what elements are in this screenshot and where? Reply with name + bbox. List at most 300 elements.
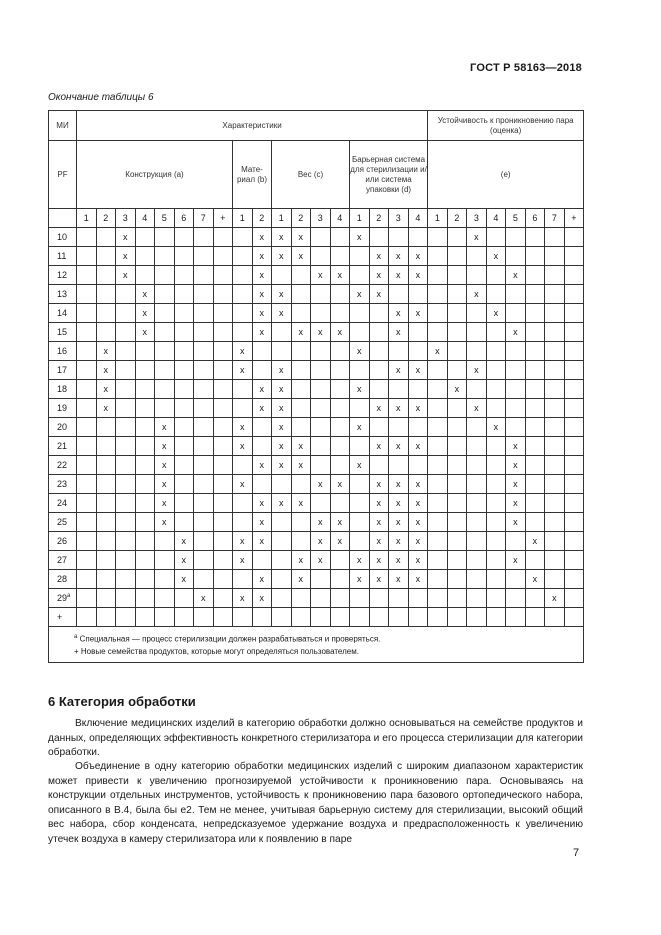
empty-cell — [330, 608, 350, 627]
empty-cell — [174, 608, 194, 627]
empty-cell — [311, 418, 331, 437]
empty-cell — [564, 323, 584, 342]
empty-cell — [506, 342, 526, 361]
empty-cell — [486, 570, 506, 589]
empty-cell — [155, 266, 175, 285]
mark-cell: x — [330, 532, 350, 551]
empty-cell — [233, 285, 253, 304]
mark-cell: x — [272, 285, 292, 304]
mark-cell: x — [486, 247, 506, 266]
empty-cell — [155, 342, 175, 361]
empty-cell — [369, 304, 389, 323]
empty-cell — [564, 532, 584, 551]
empty-cell — [350, 589, 370, 608]
empty-cell — [447, 399, 467, 418]
empty-cell — [96, 285, 116, 304]
mark-cell: x — [389, 399, 409, 418]
empty-cell — [291, 361, 311, 380]
empty-cell — [389, 380, 409, 399]
empty-cell — [174, 285, 194, 304]
empty-cell — [311, 570, 331, 589]
mark-cell: x — [369, 532, 389, 551]
column-number: 6 — [525, 209, 545, 228]
mark-cell: x — [194, 589, 214, 608]
empty-cell — [116, 285, 136, 304]
empty-cell — [135, 608, 155, 627]
mark-cell: x — [389, 266, 409, 285]
mark-cell: x — [408, 551, 428, 570]
row-label — [49, 589, 77, 608]
empty-cell — [545, 475, 565, 494]
table-row — [49, 361, 584, 380]
empty-cell — [155, 380, 175, 399]
standard-number: ГОСТ Р 58163—2018 — [470, 62, 582, 74]
mark-cell: x — [350, 456, 370, 475]
mark-cell: x — [291, 570, 311, 589]
empty-cell — [428, 228, 448, 247]
mark-cell: x — [252, 285, 272, 304]
empty-cell — [330, 380, 350, 399]
empty-cell — [116, 532, 136, 551]
empty-cell — [447, 437, 467, 456]
mark-cell: x — [233, 551, 253, 570]
empty-cell — [155, 247, 175, 266]
empty-cell — [213, 323, 233, 342]
empty-cell — [77, 418, 97, 437]
empty-cell — [77, 285, 97, 304]
empty-cell — [174, 475, 194, 494]
empty-cell — [96, 266, 116, 285]
empty-cell — [486, 437, 506, 456]
mark-cell: x — [350, 551, 370, 570]
mark-cell: x — [174, 570, 194, 589]
empty-cell — [486, 266, 506, 285]
empty-cell — [506, 589, 526, 608]
mark-cell: x — [233, 437, 253, 456]
empty-cell — [467, 494, 487, 513]
row-label-text: 17 — [57, 365, 68, 375]
empty-cell — [428, 266, 448, 285]
mark-cell: x — [350, 418, 370, 437]
mi-header: МИ — [49, 111, 77, 141]
empty-cell — [213, 494, 233, 513]
mark-cell: x — [272, 361, 292, 380]
empty-cell — [252, 418, 272, 437]
empty-cell — [545, 570, 565, 589]
empty-cell — [506, 361, 526, 380]
empty-cell — [135, 513, 155, 532]
empty-cell — [116, 418, 136, 437]
empty-cell — [408, 285, 428, 304]
empty-cell — [369, 589, 389, 608]
note-plus: + Новые семейства продуктов, которые могут определяться пользователем. — [74, 646, 359, 656]
row-label-text: 21 — [57, 441, 68, 451]
empty-cell — [213, 304, 233, 323]
empty-cell — [330, 228, 350, 247]
empty-cell — [467, 608, 487, 627]
empty-cell — [330, 285, 350, 304]
table-row — [49, 228, 584, 247]
empty-cell — [545, 494, 565, 513]
empty-cell — [564, 380, 584, 399]
empty-cell — [369, 418, 389, 437]
empty-cell — [116, 570, 136, 589]
mark-cell: x — [389, 532, 409, 551]
empty-cell — [525, 513, 545, 532]
empty-cell — [525, 551, 545, 570]
row-label-sup: a — [67, 593, 71, 599]
empty-cell — [194, 247, 214, 266]
mark-cell: x — [252, 532, 272, 551]
mark-cell: x — [350, 228, 370, 247]
mark-cell: x — [252, 323, 272, 342]
empty-cell — [467, 418, 487, 437]
empty-cell — [252, 342, 272, 361]
mark-cell: x — [525, 570, 545, 589]
mark-cell: x — [369, 285, 389, 304]
mark-cell: x — [291, 228, 311, 247]
empty-cell — [77, 380, 97, 399]
row-label-text: 19 — [57, 403, 68, 413]
empty-cell — [291, 399, 311, 418]
empty-cell — [194, 437, 214, 456]
empty-cell — [311, 304, 331, 323]
mark-cell: x — [389, 494, 409, 513]
empty-cell — [369, 456, 389, 475]
empty-cell — [545, 304, 565, 323]
empty-cell — [155, 608, 175, 627]
empty-cell — [135, 228, 155, 247]
empty-cell — [486, 399, 506, 418]
mark-cell: x — [252, 266, 272, 285]
row-label-text: 26 — [57, 536, 68, 546]
empty-cell — [428, 304, 448, 323]
empty-cell — [447, 456, 467, 475]
empty-cell — [545, 342, 565, 361]
empty-cell — [213, 342, 233, 361]
empty-cell — [194, 323, 214, 342]
empty-cell — [545, 266, 565, 285]
empty-cell — [77, 513, 97, 532]
mark-cell: x — [408, 304, 428, 323]
table-row — [49, 589, 584, 608]
empty-cell — [564, 361, 584, 380]
empty-cell — [194, 551, 214, 570]
mark-cell: x — [408, 570, 428, 589]
mark-cell: x — [252, 570, 272, 589]
table-row — [49, 323, 584, 342]
empty-cell — [291, 589, 311, 608]
row-label — [49, 418, 77, 437]
empty-cell — [311, 380, 331, 399]
table-row — [49, 570, 584, 589]
empty-cell — [96, 456, 116, 475]
empty-cell — [525, 228, 545, 247]
mark-cell: x — [96, 342, 116, 361]
column-number: 2 — [447, 209, 467, 228]
empty-cell — [233, 570, 253, 589]
empty-cell — [447, 285, 467, 304]
empty-cell — [272, 532, 292, 551]
mark-cell: x — [486, 304, 506, 323]
empty-cell — [350, 323, 370, 342]
mark-cell: x — [174, 551, 194, 570]
empty-cell — [174, 437, 194, 456]
empty-cell — [350, 399, 370, 418]
empty-cell — [545, 437, 565, 456]
empty-cell — [486, 589, 506, 608]
empty-cell — [467, 323, 487, 342]
empty-cell — [174, 266, 194, 285]
row-label-text: 24 — [57, 498, 68, 508]
row-label-text: 18 — [57, 384, 68, 394]
empty-cell — [467, 532, 487, 551]
empty-cell — [233, 494, 253, 513]
empty-cell — [272, 608, 292, 627]
empty-cell — [428, 513, 448, 532]
empty-cell — [564, 570, 584, 589]
empty-cell — [311, 228, 331, 247]
mark-cell: x — [252, 304, 272, 323]
empty-cell — [428, 456, 448, 475]
empty-cell — [428, 589, 448, 608]
mark-cell: x — [233, 418, 253, 437]
table-caption: Окончание таблицы 6 — [48, 92, 154, 103]
empty-cell — [467, 380, 487, 399]
empty-cell — [174, 247, 194, 266]
empty-cell — [77, 532, 97, 551]
empty-cell — [564, 304, 584, 323]
empty-cell — [467, 475, 487, 494]
row-label-text: 25 — [57, 517, 68, 527]
empty-cell — [135, 570, 155, 589]
row-label — [49, 475, 77, 494]
empty-cell — [213, 285, 233, 304]
column-number: 3 — [389, 209, 409, 228]
mark-cell: x — [291, 323, 311, 342]
empty-cell — [174, 342, 194, 361]
empty-cell — [194, 304, 214, 323]
barrier-header: Барьерная система для стерилизации и/или система упаковки (d) — [350, 141, 428, 209]
empty-cell — [194, 228, 214, 247]
empty-cell — [545, 247, 565, 266]
mark-cell: x — [369, 399, 389, 418]
empty-cell — [447, 494, 467, 513]
empty-cell — [467, 456, 487, 475]
empty-cell — [96, 608, 116, 627]
mark-cell: x — [272, 380, 292, 399]
empty-cell — [428, 323, 448, 342]
row-label-text: 29 — [57, 593, 68, 603]
mark-cell: x — [116, 247, 136, 266]
empty-cell — [213, 551, 233, 570]
mark-cell: x — [311, 513, 331, 532]
empty-cell — [408, 228, 428, 247]
empty-cell — [135, 475, 155, 494]
empty-cell — [116, 342, 136, 361]
mark-cell: x — [252, 456, 272, 475]
empty-cell — [408, 608, 428, 627]
empty-cell — [174, 380, 194, 399]
empty-cell — [428, 570, 448, 589]
mark-cell: x — [389, 475, 409, 494]
empty-cell — [233, 247, 253, 266]
empty-cell — [447, 266, 467, 285]
empty-cell — [506, 570, 526, 589]
characteristics-header: Характеристики — [77, 111, 428, 141]
empty-cell — [194, 361, 214, 380]
empty-cell — [174, 361, 194, 380]
paragraph-1: Включение медицинских изделий в категорию обработки должно основываться на семействе продуктов и данных, определяющих эффективность конкретного стерилизатора и его процесса стерилизации для категории обработки. — [48, 718, 583, 759]
mark-cell: x — [389, 361, 409, 380]
empty-cell — [116, 608, 136, 627]
empty-cell — [330, 589, 350, 608]
empty-cell — [350, 494, 370, 513]
empty-cell — [467, 247, 487, 266]
column-number: 1 — [233, 209, 253, 228]
empty-cell — [330, 399, 350, 418]
mark-cell: x — [96, 399, 116, 418]
empty-cell — [408, 456, 428, 475]
empty-cell — [428, 494, 448, 513]
mark-cell: x — [369, 247, 389, 266]
mark-cell: x — [330, 475, 350, 494]
empty-cell — [155, 399, 175, 418]
empty-cell — [233, 228, 253, 247]
empty-cell — [135, 380, 155, 399]
empty-cell — [272, 323, 292, 342]
empty-cell — [291, 418, 311, 437]
empty-cell — [77, 551, 97, 570]
mark-cell: x — [506, 551, 526, 570]
column-number: + — [213, 209, 233, 228]
empty-cell — [447, 608, 467, 627]
empty-cell — [447, 361, 467, 380]
resistance-grade-header: (е) — [428, 141, 584, 209]
weight-header: Вес (c) — [272, 141, 350, 209]
row-label-text: 10 — [57, 232, 68, 242]
empty-cell — [155, 361, 175, 380]
empty-cell — [135, 418, 155, 437]
empty-cell — [545, 380, 565, 399]
empty-cell — [467, 304, 487, 323]
row-label — [49, 551, 77, 570]
column-number-row — [49, 209, 584, 228]
empty-cell — [525, 247, 545, 266]
empty-cell — [330, 456, 350, 475]
empty-cell — [525, 437, 545, 456]
empty-cell — [350, 247, 370, 266]
empty-cell — [545, 323, 565, 342]
mark-cell: x — [369, 437, 389, 456]
empty-cell — [369, 323, 389, 342]
column-number: 2 — [291, 209, 311, 228]
mark-cell: x — [408, 266, 428, 285]
row-label — [49, 437, 77, 456]
empty-cell — [428, 551, 448, 570]
column-number: 5 — [155, 209, 175, 228]
empty-cell — [350, 608, 370, 627]
table-row — [49, 304, 584, 323]
empty-cell — [194, 266, 214, 285]
empty-cell — [194, 570, 214, 589]
empty-cell — [564, 494, 584, 513]
column-number: 1 — [272, 209, 292, 228]
empty-cell — [564, 437, 584, 456]
mark-cell: x — [311, 266, 331, 285]
column-number: 7 — [545, 209, 565, 228]
empty-cell — [233, 608, 253, 627]
empty-cell — [213, 437, 233, 456]
empty-cell — [252, 551, 272, 570]
empty-cell — [447, 304, 467, 323]
empty-cell — [233, 399, 253, 418]
empty-cell — [213, 247, 233, 266]
empty-cell — [408, 418, 428, 437]
paragraph-2: Объединение в одну категорию обработки медицинских изделий с широким диапазоном характеристик может привести к увеличению прогнозируемой устойчивости к проникновению пара. Основываясь на конструкции отдельных инструментов, устойчивость к проникновению пара базового ортопедического набора, описанного в В.4, была бы е2. Тем не менее, учитывая барьерную систему для стерилизации, высокий общий вес набора, сбор конденсата, непредсказуемое удержание воздуха и предрасположенность к увеличению утечек воздуха в камеру стерилизатора или к появлению в паре — [48, 761, 583, 845]
note-a — [74, 631, 575, 646]
mark-cell: x — [506, 266, 526, 285]
column-number: 7 — [194, 209, 214, 228]
empty-cell — [369, 342, 389, 361]
empty-cell — [389, 456, 409, 475]
mark-cell: x — [350, 285, 370, 304]
empty-cell — [213, 361, 233, 380]
empty-cell — [447, 589, 467, 608]
table-row — [49, 513, 584, 532]
column-number: 3 — [311, 209, 331, 228]
empty-cell — [77, 304, 97, 323]
empty-cell — [350, 475, 370, 494]
mark-cell: x — [467, 285, 487, 304]
column-number: 2 — [369, 209, 389, 228]
mark-cell: x — [233, 475, 253, 494]
empty-cell — [525, 475, 545, 494]
empty-cell — [467, 266, 487, 285]
header-row-1 — [49, 111, 584, 141]
column-number: + — [564, 209, 584, 228]
empty-cell — [506, 608, 526, 627]
empty-cell — [233, 513, 253, 532]
mark-cell: x — [155, 494, 175, 513]
empty-cell — [77, 589, 97, 608]
empty-cell — [564, 285, 584, 304]
mark-cell: x — [369, 494, 389, 513]
empty-cell — [525, 304, 545, 323]
empty-cell — [408, 342, 428, 361]
mark-cell: x — [369, 513, 389, 532]
empty-cell — [291, 285, 311, 304]
empty-cell — [506, 380, 526, 399]
row-label — [49, 513, 77, 532]
empty-cell — [447, 551, 467, 570]
section-title: 6 Категория обработки — [48, 694, 196, 709]
mark-cell: x — [272, 418, 292, 437]
empty-cell — [564, 418, 584, 437]
mark-cell: x — [350, 380, 370, 399]
row-label — [49, 361, 77, 380]
column-number: 4 — [486, 209, 506, 228]
empty-cell — [116, 456, 136, 475]
empty-cell — [311, 437, 331, 456]
empty-cell — [486, 361, 506, 380]
empty-cell — [311, 342, 331, 361]
mark-cell: x — [135, 323, 155, 342]
mark-cell: x — [389, 304, 409, 323]
column-number: 3 — [116, 209, 136, 228]
empty-cell — [96, 228, 116, 247]
empty-cell — [389, 342, 409, 361]
